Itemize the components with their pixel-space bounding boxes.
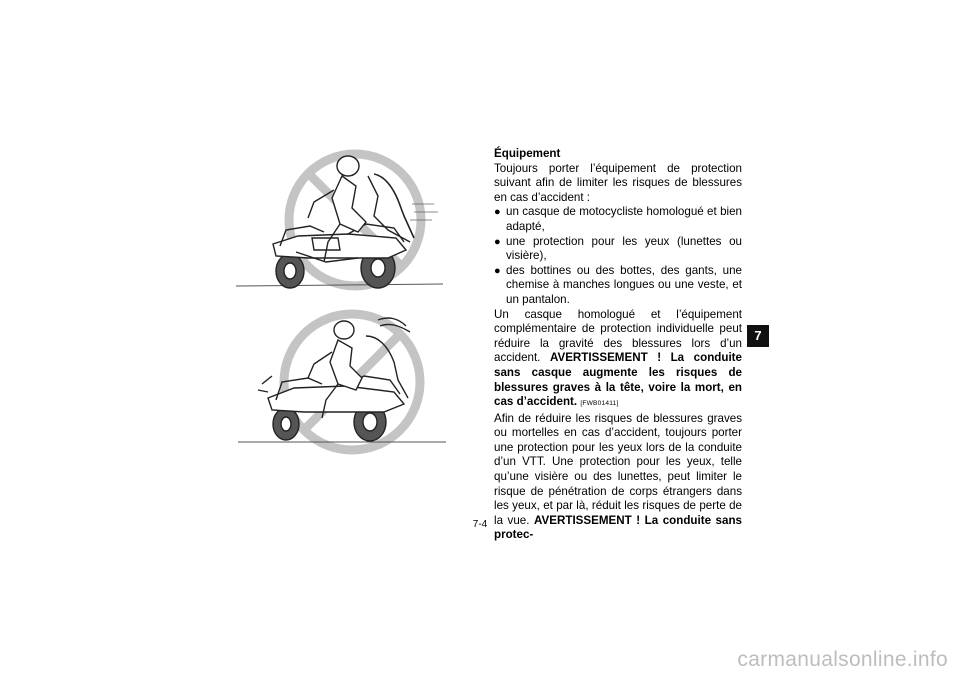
list-item-text: un casque de motocycliste homologué et bien adapté,	[506, 205, 742, 233]
bullet-icon: ●	[494, 264, 501, 277]
helmet-paragraph	[494, 308, 742, 412]
footer-watermark: carmanualsonline.info	[737, 648, 948, 671]
equipment-section	[494, 147, 742, 543]
bullet-icon: ●	[494, 206, 501, 219]
list-item	[494, 235, 742, 264]
warning-code: [FWB01411]	[580, 400, 619, 408]
atv-rider-prohibited-illustration	[228, 146, 460, 306]
atv-rider-no-eye-protection-illustration	[228, 306, 460, 462]
warning-helmet: AVERTISSEMENT ! La conduite sans casque augmente les risques de blessures graves à la tête, voire la mort, en cas d’accident.	[494, 351, 742, 409]
list-item-text: une protection pour les yeux (lunettes ou visière),	[506, 234, 742, 263]
list-item-text: des bottines ou des bottes, des gants, une chemise à manches longues ou une veste, et un pantalon.	[506, 263, 742, 306]
helmet-text: Un casque homologué et l’équipement complémentaire de protection individuelle peut réduire la gravité des blessures lors d’un accident.	[494, 307, 742, 365]
intro-paragraph: Toujours porter l’équipement de protection suivant afin de limiter les risques de blessures en cas d’accident :	[494, 161, 742, 204]
chapter-tab: 7	[747, 325, 769, 347]
warning-eye: AVERTISSEMENT ! La conduite sans protec-	[494, 513, 742, 542]
section-heading: Équipement	[494, 147, 561, 160]
list-item	[494, 205, 742, 234]
list-item	[494, 264, 742, 308]
eye-text: Afin de réduire les risques de blessures graves ou mortelles en cas d’accident, toujours porter une protection pour les yeux lors de la conduite d’un VTT. Une protection pour les yeux, telle qu’une visière ou des lunettes, peut limiter le risque de pénétration de corps étrangers dans les yeux, et par là, réduit les risques de perte de la vue.	[494, 411, 742, 527]
page-number: 7-4	[472, 519, 488, 530]
bullet-icon: ●	[494, 235, 501, 248]
